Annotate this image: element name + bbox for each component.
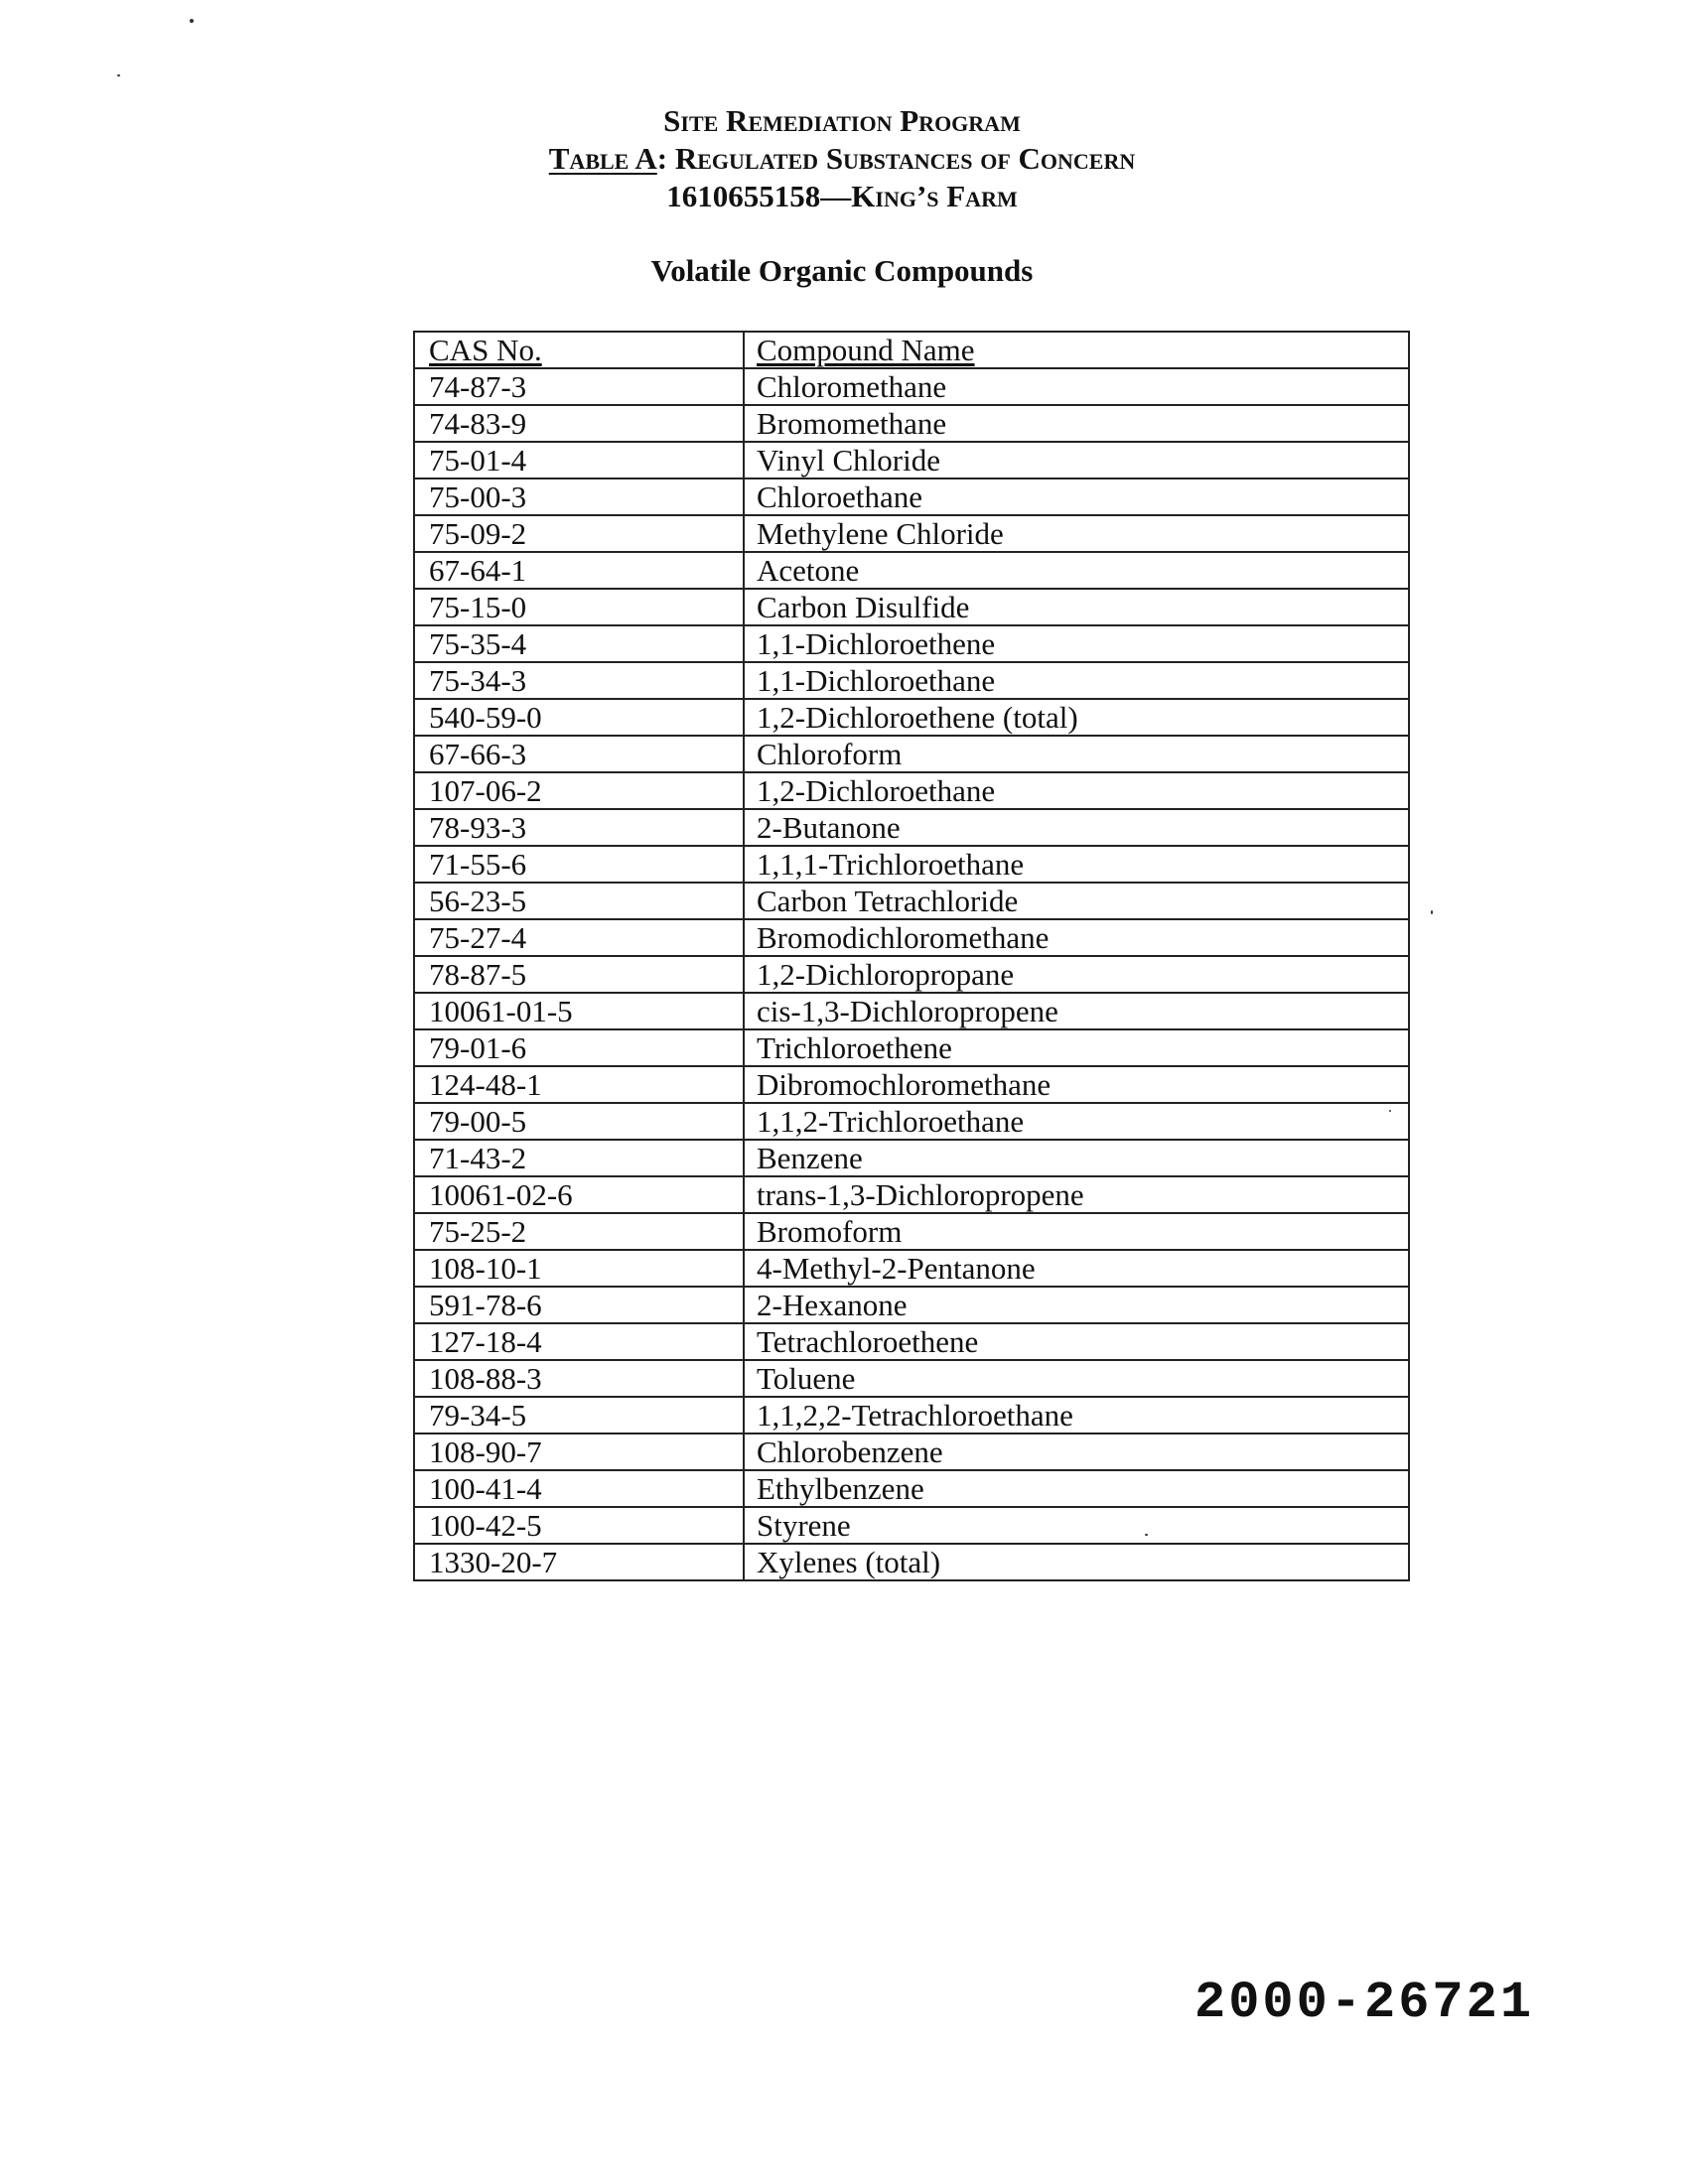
cas-number-cell: 75-34-3 bbox=[414, 662, 744, 699]
table-row bbox=[414, 1103, 1409, 1140]
cas-number-cell: 79-34-5 bbox=[414, 1397, 744, 1433]
compound-name-cell: Benzene bbox=[744, 1140, 1409, 1176]
cas-number-cell: 107-06-2 bbox=[414, 772, 744, 809]
table-row bbox=[414, 405, 1409, 442]
cas-number-cell: 124-48-1 bbox=[414, 1066, 744, 1103]
cas-number-cell: 74-87-3 bbox=[414, 368, 744, 405]
compound-name-cell: 1,1,2,2-Tetrachloroethane bbox=[744, 1397, 1409, 1433]
table-label: Table A bbox=[548, 141, 657, 176]
compound-name-cell: Trichloroethene bbox=[744, 1029, 1409, 1066]
table-row bbox=[414, 1470, 1409, 1507]
compound-name-cell: Dibromochloromethane bbox=[744, 1066, 1409, 1103]
table-row bbox=[414, 1360, 1409, 1397]
table-row bbox=[414, 662, 1409, 699]
cas-number-cell: 75-15-0 bbox=[414, 589, 744, 625]
compound-name-cell: 4-Methyl-2-Pentanone bbox=[744, 1250, 1409, 1287]
table-row bbox=[414, 625, 1409, 662]
cas-number-cell: 75-01-4 bbox=[414, 442, 744, 478]
compound-name-cell: Carbon Tetrachloride bbox=[744, 883, 1409, 919]
cas-number-cell: 100-41-4 bbox=[414, 1470, 744, 1507]
cas-number-cell: 71-55-6 bbox=[414, 846, 744, 883]
table-row bbox=[414, 442, 1409, 478]
cas-number-cell: 71-43-2 bbox=[414, 1140, 744, 1176]
table-title bbox=[0, 141, 1684, 177]
cas-number-cell: 108-88-3 bbox=[414, 1360, 744, 1397]
table-row bbox=[414, 515, 1409, 552]
cas-number-cell: 74-83-9 bbox=[414, 405, 744, 442]
compound-name-cell: Styrene bbox=[744, 1507, 1409, 1544]
cas-number-cell: 75-00-3 bbox=[414, 478, 744, 515]
cas-number-cell: 75-25-2 bbox=[414, 1213, 744, 1250]
cas-number-cell: 75-09-2 bbox=[414, 515, 744, 552]
compound-name-cell: 1,1,1-Trichloroethane bbox=[744, 846, 1409, 883]
cas-number-cell: 100-42-5 bbox=[414, 1507, 744, 1544]
table-row bbox=[414, 956, 1409, 993]
compound-name-cell: Acetone bbox=[744, 552, 1409, 589]
column-header-compound: Compound Name bbox=[744, 332, 1409, 368]
table-row bbox=[414, 1029, 1409, 1066]
cas-number-cell: 79-00-5 bbox=[414, 1103, 744, 1140]
table-row bbox=[414, 1397, 1409, 1433]
cas-number-cell: 1330-20-7 bbox=[414, 1544, 744, 1580]
table-row bbox=[414, 478, 1409, 515]
compound-name-cell: 1,1-Dichloroethane bbox=[744, 662, 1409, 699]
table-row bbox=[414, 736, 1409, 772]
table-row bbox=[414, 1066, 1409, 1103]
cas-number-cell: 79-01-6 bbox=[414, 1029, 744, 1066]
table-row bbox=[414, 919, 1409, 956]
compound-name-cell: Bromodichloromethane bbox=[744, 919, 1409, 956]
scan-speck bbox=[1145, 1534, 1148, 1536]
compound-name-cell: Tetrachloroethene bbox=[744, 1323, 1409, 1360]
substances-table bbox=[413, 331, 1410, 1581]
table-row bbox=[414, 589, 1409, 625]
table-row bbox=[414, 1433, 1409, 1470]
table-row bbox=[414, 368, 1409, 405]
cas-number-cell: 75-27-4 bbox=[414, 919, 744, 956]
compound-name-cell: 1,1,2-Trichloroethane bbox=[744, 1103, 1409, 1140]
table-row bbox=[414, 552, 1409, 589]
compound-name-cell: Ethylbenzene bbox=[744, 1470, 1409, 1507]
compound-name-cell: 1,2-Dichloroethene (total) bbox=[744, 699, 1409, 736]
compound-name-cell: Bromomethane bbox=[744, 405, 1409, 442]
compound-name-cell: Vinyl Chloride bbox=[744, 442, 1409, 478]
site-identifier: 1610655158—King’s Farm bbox=[666, 179, 1018, 213]
compound-name-cell: trans-1,3-Dichloropropene bbox=[744, 1176, 1409, 1213]
compound-name-cell: Carbon Disulfide bbox=[744, 589, 1409, 625]
scan-speck bbox=[1431, 910, 1433, 914]
table-row bbox=[414, 1323, 1409, 1360]
cas-number-cell: 78-87-5 bbox=[414, 956, 744, 993]
cas-number-cell: 75-35-4 bbox=[414, 625, 744, 662]
table-row bbox=[414, 1250, 1409, 1287]
cas-number-cell: 108-10-1 bbox=[414, 1250, 744, 1287]
compound-name-cell: cis-1,3-Dichloropropene bbox=[744, 993, 1409, 1029]
compound-name-cell: Chloromethane bbox=[744, 368, 1409, 405]
cas-number-cell: 127-18-4 bbox=[414, 1323, 744, 1360]
compound-name-cell: 2-Butanone bbox=[744, 809, 1409, 846]
compound-name-cell: 2-Hexanone bbox=[744, 1287, 1409, 1323]
scan-speck bbox=[117, 74, 120, 76]
table-row bbox=[414, 1507, 1409, 1544]
compound-name-cell: Chloroform bbox=[744, 736, 1409, 772]
table-row bbox=[414, 772, 1409, 809]
cas-number-cell: 67-66-3 bbox=[414, 736, 744, 772]
program-title: Site Remediation Program bbox=[663, 103, 1021, 138]
cas-number-cell: 67-64-1 bbox=[414, 552, 744, 589]
table-row bbox=[414, 1140, 1409, 1176]
table-row bbox=[414, 883, 1409, 919]
table-row bbox=[414, 809, 1409, 846]
scan-speck bbox=[190, 19, 194, 23]
column-header-cas: CAS No. bbox=[414, 332, 744, 368]
section-title: Volatile Organic Compounds bbox=[650, 253, 1034, 288]
table-row bbox=[414, 699, 1409, 736]
cas-number-cell: 56-23-5 bbox=[414, 883, 744, 919]
compound-name-cell: Methylene Chloride bbox=[744, 515, 1409, 552]
document-number-stamp: 2000-26721 bbox=[1194, 1974, 1535, 2032]
compound-name-cell: 1,2-Dichloropropane bbox=[744, 956, 1409, 993]
table-title-rest: : Regulated Substances of Concern bbox=[656, 141, 1136, 176]
cas-number-cell: 108-90-7 bbox=[414, 1433, 744, 1470]
table-header-row bbox=[414, 332, 1409, 368]
cas-number-cell: 540-59-0 bbox=[414, 699, 744, 736]
compound-name-cell: Xylenes (total) bbox=[744, 1544, 1409, 1580]
scan-speck bbox=[1389, 1110, 1391, 1112]
compound-name-cell: Toluene bbox=[744, 1360, 1409, 1397]
table-row bbox=[414, 846, 1409, 883]
table-row bbox=[414, 1544, 1409, 1580]
compound-name-cell: Chloroethane bbox=[744, 478, 1409, 515]
cas-number-cell: 10061-02-6 bbox=[414, 1176, 744, 1213]
compound-name-cell: 1,1-Dichloroethene bbox=[744, 625, 1409, 662]
cas-number-cell: 10061-01-5 bbox=[414, 993, 744, 1029]
cas-number-cell: 591-78-6 bbox=[414, 1287, 744, 1323]
table-row bbox=[414, 1287, 1409, 1323]
table-row bbox=[414, 1213, 1409, 1250]
compound-name-cell: Bromoform bbox=[744, 1213, 1409, 1250]
table-row bbox=[414, 993, 1409, 1029]
cas-number-cell: 78-93-3 bbox=[414, 809, 744, 846]
table-row bbox=[414, 1176, 1409, 1213]
compound-name-cell: Chlorobenzene bbox=[744, 1433, 1409, 1470]
compound-name-cell: 1,2-Dichloroethane bbox=[744, 772, 1409, 809]
